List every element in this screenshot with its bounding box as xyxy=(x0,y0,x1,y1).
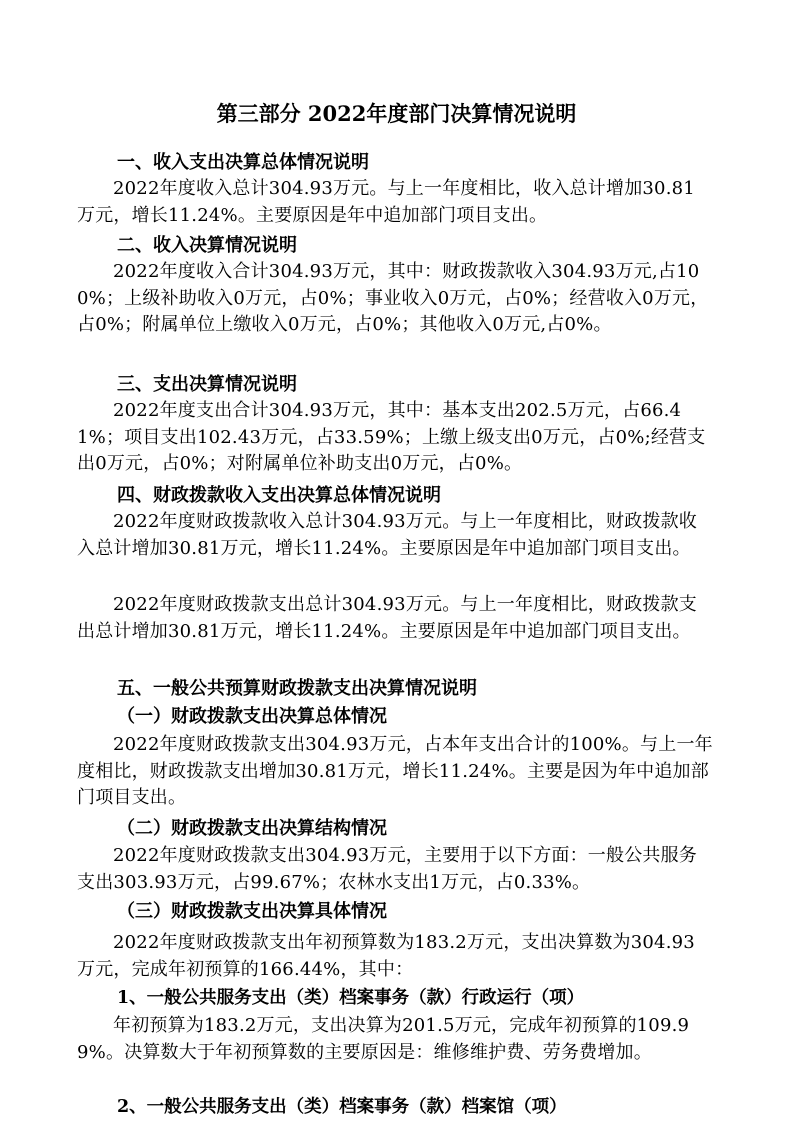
item-heading-2: 2、一般公共服务支出（类）档案事务（款）档案馆（项） xyxy=(117,1097,567,1117)
item-heading-1: 1、一般公共服务支出（类）档案事务（款）行政运行（项） xyxy=(117,988,585,1008)
section-heading-2: 二、收入决算情况说明 xyxy=(117,235,297,256)
section-heading-3: 三、支出决算情况说明 xyxy=(117,374,297,395)
subsection-2-paragraph: 2022年度财政拨款支出304.93万元，主要用于以下方面：一般公共服务支出303.93万元，占99.67%；农林水支出1万元，占0.33%。 xyxy=(77,845,697,893)
subsection-heading-1: （一）财政拨款支出决算总体情况 xyxy=(117,706,387,727)
subsection-heading-3: （三）财政拨款支出决算具体情况 xyxy=(117,901,387,922)
section-2-paragraph: 2022年度收入合计304.93万元，其中：财政拨款收入304.93万元,占100%；上级补助收入0万元，占0%；事业收入0万元，占0%；经营收入0万元，占0%；附属单位上缴收入0万元，占0%；其他收入0万元,占0%。 xyxy=(77,261,709,335)
subsection-heading-2: （二）财政拨款支出决算结构情况 xyxy=(117,818,387,839)
section-4-paragraph-2: 2022年度财政拨款支出总计304.93万元。与上一年度相比，财政拨款支出总计增加30.81万元，增长11.24%。主要原因是年中追加部门项目支出。 xyxy=(77,594,697,642)
section-1-paragraph: 2022年度收入总计304.93万元。与上一年度相比，收入总计增加30.81万元，增长11.24%。主要原因是年中追加部门项目支出。 xyxy=(77,178,695,226)
subsection-1-paragraph: 2022年度财政拨款支出304.93万元，占本年支出合计的100%。与上一年度相比，财政拨款支出增加30.81万元，增长11.24%。主要是因为年中追加部门项目支出。 xyxy=(77,734,713,808)
document-title: 第三部分 2022年度部门决算情况说明 xyxy=(216,101,577,126)
section-4-paragraph-1: 2022年度财政拨款收入总计304.93万元。与上一年度相比，财政拨款收入总计增加30.81万元，增长11.24%。主要原因是年中追加部门项目支出。 xyxy=(77,511,697,559)
item-1-paragraph: 年初预算为183.2万元，支出决算为201.5万元，完成年初预算的109.99%。决算数大于年初预算数的主要原因是：维修维护费、劳务费增加。 xyxy=(77,1015,690,1063)
section-3-paragraph: 2022年度支出合计304.93万元，其中：基本支出202.5万元，占66.41%；项目支出102.43万元，占33.59%；上缴上级支出0万元，占0%;经营支出0万元，占0%；对附属单位补助支出0万元，占0%。 xyxy=(77,400,706,474)
subsection-3-paragraph: 2022年度财政拨款支出年初预算数为183.2万元，支出决算数为304.93万元，完成年初预算的166.44%，其中： xyxy=(77,932,695,980)
section-heading-1: 一、收入支出决算总体情况说明 xyxy=(117,152,369,173)
section-heading-4: 四、财政拨款收入支出决算总体情况说明 xyxy=(117,485,441,506)
section-heading-5: 五、一般公共预算财政拨款支出决算情况说明 xyxy=(117,678,477,699)
